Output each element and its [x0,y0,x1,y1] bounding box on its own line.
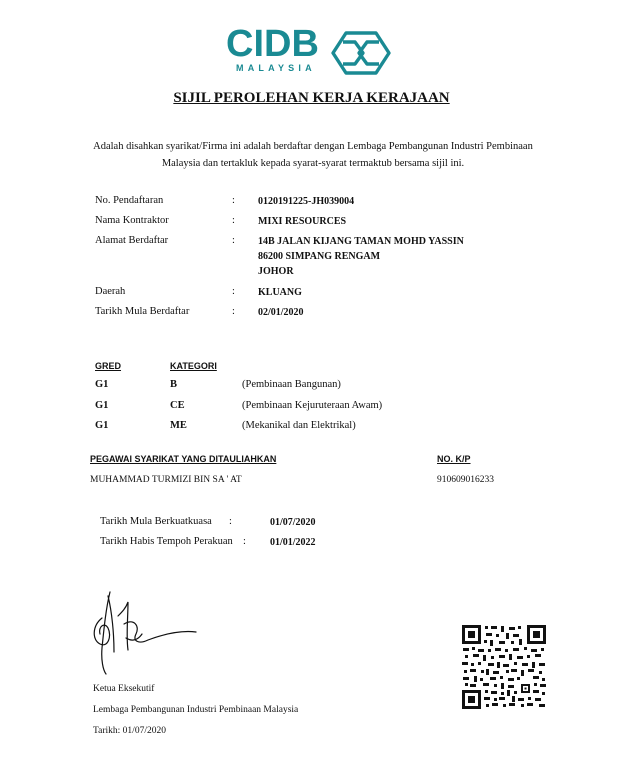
category-cell: CE [170,400,185,411]
category-description: (Pembinaan Kejuruteraan Awam) [242,400,383,411]
district-value: KLUANG [258,287,302,298]
qr-code-image [461,624,547,710]
contractor-value: MIXI RESOURCES [258,216,347,227]
category-cell: B [170,379,178,390]
intro-paragraph: Adalah disahkan syarikat/Firma ini adalah berdaftar dengan Lembaga Pembangunan Industri Pembinaan Malaysia dan tertakluk kepada syarat-syarat termaktub bersama sijil ini. [93,141,533,169]
grade-header: GRED [95,361,122,371]
grade-cell: G1 [95,420,109,431]
colon: : [229,516,232,527]
officer-id: 910609016233 [437,475,494,485]
category-description: (Mekanikal dan Elektrikal) [242,420,356,431]
reg-date-label: Tarikh Mula Berdaftar [95,306,190,317]
start-date-label: Tarikh Mula Berkuatkuasa [100,516,212,527]
district-label: Daerah [95,286,126,297]
start-date-value: 01/07/2020 [270,517,316,528]
signatory-org: Lembaga Pembangunan Industri Pembinaan Malaysia [93,705,299,715]
id-header: NO. K/P [437,454,471,464]
category-description: (Pembinaan Bangunan) [242,379,341,390]
cidb-logo-icon [330,30,392,76]
certificate-title: SIJIL PEROLEHAN KERJA KERAJAAN [173,90,450,106]
officer-header: PEGAWAI SYARIKAT YANG DITAULIAHKAN [90,454,277,464]
colon: : [232,235,235,246]
logo-subtitle: MALAYSIA [236,63,316,73]
end-date-label: Tarikh Habis Tempoh Perakuan [100,536,233,547]
colon: : [243,536,246,547]
colon: : [232,195,235,206]
grade-cell: G1 [95,379,109,390]
address-line-2: 86200 SIMPANG RENGAM [258,251,381,262]
category-cell: ME [170,420,187,431]
end-date-value: 01/01/2022 [270,537,316,548]
signature-image [88,588,203,678]
logo-wordmark: CIDB [226,23,319,65]
address-label: Alamat Berdaftar [95,235,169,246]
address-line-1: 14B JALAN KIJANG TAMAN MOHD YASSIN [258,236,464,247]
colon: : [232,306,235,317]
signatory-title: Ketua Eksekutif [93,684,155,694]
colon: : [232,286,235,297]
reg-no-label: No. Pendaftaran [95,195,164,206]
contractor-label: Nama Kontraktor [95,215,169,226]
officer-name: MUHAMMAD TURMIZI BIN SA ' AT [90,475,242,485]
colon: : [232,215,235,226]
category-header: KATEGORI [170,361,217,371]
address-line-3: JOHOR [258,266,294,277]
reg-no-value: 0120191225-JH039004 [258,196,355,207]
reg-date-value: 02/01/2020 [258,307,304,318]
grade-cell: G1 [95,400,109,411]
signatory-date: Tarikh: 01/07/2020 [93,726,166,736]
